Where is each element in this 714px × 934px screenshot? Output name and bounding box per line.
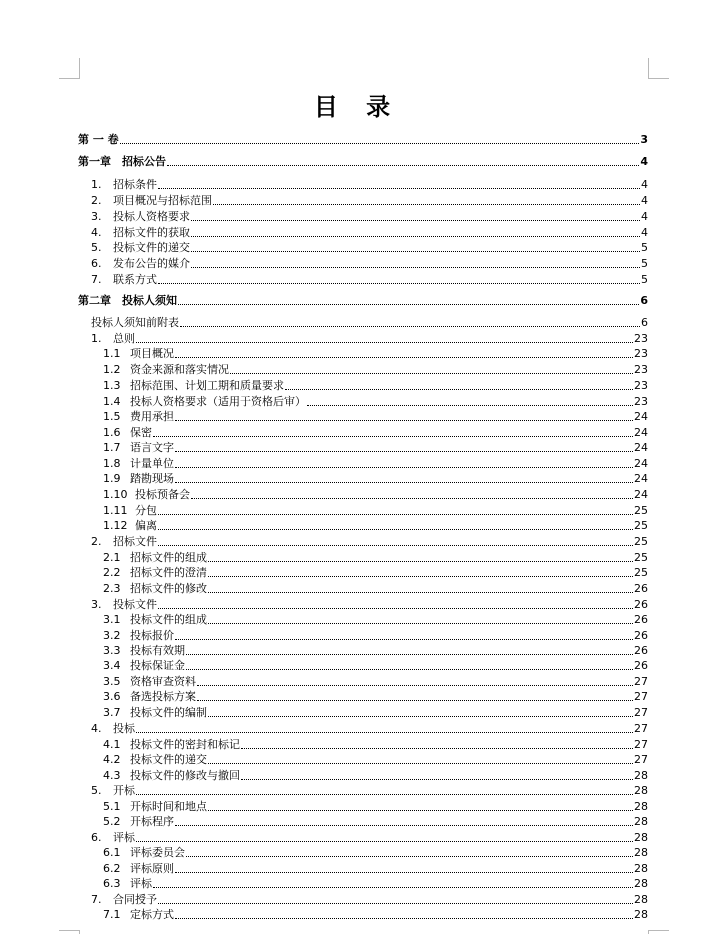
toc-entry-number: 1. — [91, 178, 102, 191]
toc-entry-text: 开标程序 — [130, 815, 174, 828]
toc-entry[interactable] — [103, 504, 648, 518]
toc-entry-text: 投标预备会 — [135, 488, 190, 501]
toc-entry-page: 23 — [634, 379, 648, 392]
toc-entry-text: 投标人资格要求 — [113, 210, 190, 223]
toc-entry-number: 3.4 — [103, 659, 121, 672]
toc-entry-text: 投标 — [113, 722, 135, 735]
toc-dot-leader — [307, 405, 633, 406]
toc-entry-page: 6 — [641, 316, 648, 329]
toc-entry-number: 4. — [91, 226, 102, 239]
toc-entry-text: 偏离 — [135, 519, 157, 532]
toc-entry-text: 备选投标方案 — [130, 690, 196, 703]
toc-dot-leader — [153, 436, 633, 437]
toc-entry[interactable] — [103, 551, 648, 565]
toc-dot-leader — [241, 748, 633, 749]
toc-entry-number: 1.6 — [103, 426, 121, 439]
toc-entry-text: 投标文件的密封和标记 — [130, 738, 240, 751]
toc-entry-number: 1.3 — [103, 379, 121, 392]
toc-entry[interactable] — [91, 273, 648, 287]
toc-entry[interactable] — [103, 519, 648, 533]
toc-entry-text: 招标文件的获取 — [113, 226, 190, 239]
toc-entry-page: 23 — [634, 347, 648, 360]
toc-entry[interactable] — [103, 488, 648, 502]
toc-entry-number: 1.2 — [103, 363, 121, 376]
toc-dot-leader — [158, 608, 633, 609]
toc-entry-number: 1.9 — [103, 472, 121, 485]
toc-dot-leader — [208, 576, 633, 577]
toc-entry[interactable] — [91, 226, 648, 240]
toc-entry-number: 3.7 — [103, 706, 121, 719]
toc-entry-text: 投标人须知前附表 — [91, 316, 179, 329]
toc-entry[interactable] — [103, 644, 648, 658]
toc-dot-leader — [175, 825, 633, 826]
toc-entry-number: 7. — [91, 893, 102, 906]
toc-entry[interactable] — [91, 831, 648, 845]
toc-entry-number: 5. — [91, 241, 102, 254]
toc-entry-page: 28 — [634, 800, 648, 813]
toc-entry-page: 28 — [634, 769, 648, 782]
toc-entry-text: 资金来源和落实情况 — [130, 363, 229, 376]
toc-dot-leader — [191, 251, 640, 252]
toc-entry-page: 28 — [634, 831, 648, 844]
toc-entry[interactable] — [91, 332, 648, 346]
toc-entry[interactable] — [103, 690, 648, 704]
toc-entry[interactable] — [78, 155, 648, 169]
toc-entry-page: 25 — [634, 535, 648, 548]
toc-entry-number: 1.1 — [103, 347, 121, 360]
toc-entry[interactable] — [91, 194, 648, 208]
toc-dot-leader — [208, 763, 633, 764]
toc-entry-text: 资格审查资料 — [130, 675, 196, 688]
toc-dot-leader — [158, 188, 640, 189]
toc-entry-text: 评标 — [130, 877, 152, 890]
toc-entry-number: 1. — [91, 332, 102, 345]
toc-entry-page: 24 — [634, 457, 648, 470]
toc-entry-number: 3. — [91, 210, 102, 223]
toc-entry-page: 3 — [640, 133, 648, 146]
toc-entry-text: 踏勘现场 — [130, 472, 174, 485]
toc-entry[interactable] — [103, 815, 648, 829]
page-title: 目 录 — [313, 92, 401, 121]
toc-entry-page: 26 — [634, 644, 648, 657]
toc-dot-leader — [208, 561, 633, 562]
toc-dot-leader — [153, 887, 633, 888]
toc-dot-leader — [208, 592, 633, 593]
toc-entry[interactable] — [91, 257, 648, 271]
toc-entry[interactable] — [78, 133, 648, 147]
toc-dot-leader — [197, 685, 633, 686]
toc-entry-text: 投标文件的修改与撤回 — [130, 769, 240, 782]
toc-entry-text: 合同授予 — [113, 893, 157, 906]
toc-entry-page: 5 — [641, 273, 648, 286]
toc-entry-number: 6.1 — [103, 846, 121, 859]
toc-entry-text: 投标有效期 — [130, 644, 185, 657]
toc-entry-text: 发布公告的媒介 — [113, 257, 190, 270]
toc-entry[interactable] — [91, 316, 648, 330]
toc-entry-text: 项目概况与招标范围 — [113, 194, 212, 207]
toc-entry-text: 招标文件 — [113, 535, 157, 548]
toc-entry-number: 1.12 — [103, 519, 128, 532]
toc-entry-text: 投标报价 — [130, 629, 174, 642]
toc-dot-leader — [167, 165, 639, 166]
toc-entry-page: 24 — [634, 472, 648, 485]
toc-dot-leader — [186, 856, 633, 857]
toc-entry-page: 26 — [634, 598, 648, 611]
toc-entry[interactable] — [91, 784, 648, 798]
toc-entry-page: 27 — [634, 690, 648, 703]
toc-dot-leader — [213, 204, 640, 205]
toc-dot-leader — [191, 236, 640, 237]
toc-entry-page: 24 — [634, 488, 648, 501]
toc-entry-page: 28 — [634, 877, 648, 890]
toc-entry-number: 1.10 — [103, 488, 128, 501]
toc-dot-leader — [230, 373, 633, 374]
toc-entry-number: 6.3 — [103, 877, 121, 890]
toc-entry-number: 5.1 — [103, 800, 121, 813]
toc-entry-number: 6.2 — [103, 862, 121, 875]
toc-dot-leader — [191, 220, 640, 221]
toc-entry-page: 5 — [641, 257, 648, 270]
toc-entry[interactable] — [103, 738, 648, 752]
toc-entry-text: 投标文件的编制 — [130, 706, 207, 719]
toc-entry[interactable] — [91, 178, 648, 192]
toc-entry-number: 1.11 — [103, 504, 128, 517]
toc-entry-page: 28 — [634, 846, 648, 859]
toc-entry-text: 投标保证金 — [130, 659, 185, 672]
toc-entry-page: 28 — [634, 784, 648, 797]
toc-dot-leader — [208, 810, 633, 811]
toc-entry-text: 计量单位 — [130, 457, 174, 470]
toc-dot-leader — [285, 389, 633, 390]
toc-entry[interactable] — [91, 893, 648, 907]
toc-entry-page: 25 — [634, 551, 648, 564]
toc-dot-leader — [186, 669, 633, 670]
toc-entry-number: 6. — [91, 831, 102, 844]
toc-entry-text: 招标范围、计划工期和质量要求 — [130, 379, 284, 392]
toc-entry-page: 28 — [634, 815, 648, 828]
toc-entry-number: 1.7 — [103, 441, 121, 454]
toc-entry-page: 6 — [640, 294, 648, 307]
toc-entry-text: 项目概况 — [130, 347, 174, 360]
toc-entry[interactable] — [103, 441, 648, 455]
toc-dot-leader — [158, 283, 640, 284]
toc-dot-leader — [158, 529, 633, 530]
toc-entry-number: 2.1 — [103, 551, 121, 564]
toc-dot-leader — [136, 732, 633, 733]
toc-entry-page: 28 — [634, 893, 648, 906]
toc-dot-leader — [197, 700, 633, 701]
toc-dot-leader — [136, 342, 633, 343]
toc-entry-text: 定标方式 — [130, 908, 174, 921]
toc-entry-number: 5. — [91, 784, 102, 797]
toc-entry-page: 4 — [641, 210, 648, 223]
toc-entry[interactable] — [103, 613, 648, 627]
toc-entry-text: 开标时间和地点 — [130, 800, 207, 813]
toc-entry-number: 3.6 — [103, 690, 121, 703]
toc-entry-number: 2. — [91, 535, 102, 548]
toc-dot-leader — [175, 357, 633, 358]
toc-entry[interactable] — [103, 753, 648, 767]
toc-entry-text: 招标文件的组成 — [130, 551, 207, 564]
toc-entry-number: 1.5 — [103, 410, 121, 423]
toc-entry[interactable] — [103, 659, 648, 673]
toc-entry-text: 投标文件的递交 — [113, 241, 190, 254]
toc-dot-leader — [191, 267, 640, 268]
toc-dot-leader — [158, 903, 633, 904]
toc-entry-page: 24 — [634, 426, 648, 439]
toc-dot-leader — [241, 779, 633, 780]
toc-dot-leader — [175, 918, 633, 919]
toc-entry-page: 26 — [634, 582, 648, 595]
toc-entry-number: 1.8 — [103, 457, 121, 470]
toc-entry[interactable] — [103, 769, 648, 783]
toc-dot-leader — [180, 326, 640, 327]
toc-entry-number: 1.4 — [103, 395, 121, 408]
toc-entry-text: 招标条件 — [113, 178, 157, 191]
toc-entry-text: 投标人资格要求（适用于资格后审） — [130, 395, 306, 408]
toc-entry-number: 2.2 — [103, 566, 121, 579]
toc-dot-leader — [120, 143, 640, 144]
toc-dot-leader — [175, 467, 633, 468]
toc-entry-text: 联系方式 — [113, 273, 157, 286]
toc-entry-page: 27 — [634, 753, 648, 766]
toc-entry-page: 28 — [634, 862, 648, 875]
toc-entry-number: 3.5 — [103, 675, 121, 688]
toc-entry[interactable] — [103, 566, 648, 580]
toc-entry-number: 3.1 — [103, 613, 121, 626]
toc-entry-page: 27 — [634, 706, 648, 719]
toc-dot-leader — [186, 654, 633, 655]
toc-dot-leader — [175, 420, 633, 421]
toc-entry[interactable] — [91, 535, 648, 549]
toc-entry-text: 评标原则 — [130, 862, 174, 875]
toc-entry-number: 4.3 — [103, 769, 121, 782]
toc-entry[interactable] — [91, 210, 648, 224]
toc-entry-text: 评标 — [113, 831, 135, 844]
toc-entry[interactable] — [103, 426, 648, 440]
toc-dot-leader — [136, 794, 633, 795]
toc-entry-page: 4 — [641, 226, 648, 239]
toc-entry-text: 第二章 投标人须知 — [78, 294, 177, 307]
toc-entry[interactable] — [103, 410, 648, 424]
toc-entry[interactable] — [103, 472, 648, 486]
toc-dot-leader — [178, 304, 639, 305]
toc-entry-page: 25 — [634, 566, 648, 579]
toc-dot-leader — [191, 498, 633, 499]
toc-entry-number: 7.1 — [103, 908, 121, 921]
toc-entry-text: 总则 — [113, 332, 135, 345]
toc-entry-page: 24 — [634, 441, 648, 454]
toc-dot-leader — [208, 623, 633, 624]
toc-entry-number: 3. — [91, 598, 102, 611]
toc-entry-page: 4 — [640, 155, 648, 168]
toc-entry-page: 26 — [634, 629, 648, 642]
toc-entry-text: 招标文件的修改 — [130, 582, 207, 595]
toc-entry[interactable] — [91, 722, 648, 736]
toc-entry[interactable] — [103, 347, 648, 361]
toc-entry[interactable] — [78, 294, 648, 308]
toc-dot-leader — [175, 639, 633, 640]
toc-entry[interactable] — [103, 457, 648, 471]
toc-entry-page: 28 — [634, 908, 648, 921]
toc-entry[interactable] — [103, 629, 648, 643]
toc-entry[interactable] — [91, 241, 648, 255]
toc-entry-text: 分包 — [135, 504, 157, 517]
toc-entry-number: 4. — [91, 722, 102, 735]
toc-entry-number: 3.2 — [103, 629, 121, 642]
toc-dot-leader — [175, 872, 633, 873]
toc-entry-text: 投标文件的组成 — [130, 613, 207, 626]
toc-entry-page: 24 — [634, 410, 648, 423]
toc-entry-text: 投标文件的递交 — [130, 753, 207, 766]
toc-entry-text: 招标文件的澄清 — [130, 566, 207, 579]
toc-entry-number: 4.2 — [103, 753, 121, 766]
toc-entry-page: 23 — [634, 363, 648, 376]
toc-entry-page: 25 — [634, 519, 648, 532]
toc-entry[interactable] — [103, 363, 648, 377]
toc-entry[interactable] — [103, 582, 648, 596]
toc-entry-page: 27 — [634, 738, 648, 751]
toc-entry-text: 开标 — [113, 784, 135, 797]
toc-entry-text: 投标文件 — [113, 598, 157, 611]
toc-dot-leader — [158, 514, 633, 515]
toc-entry[interactable] — [91, 598, 648, 612]
toc-entry-number: 3.3 — [103, 644, 121, 657]
toc-entry-page: 27 — [634, 722, 648, 735]
toc-entry[interactable] — [103, 379, 648, 393]
toc-entry[interactable] — [103, 395, 648, 409]
toc-entry-number: 5.2 — [103, 815, 121, 828]
toc-entry-page: 4 — [641, 178, 648, 191]
toc-entry-page: 4 — [641, 194, 648, 207]
toc-entry-page: 27 — [634, 675, 648, 688]
toc-entry-text: 第一章 招标公告 — [78, 155, 166, 168]
toc-entry[interactable] — [103, 846, 648, 860]
toc-entry-text: 保密 — [130, 426, 152, 439]
toc-entry-text: 费用承担 — [130, 410, 174, 423]
toc-entry[interactable] — [103, 877, 648, 891]
toc-entry-page: 23 — [634, 395, 648, 408]
toc-entry[interactable] — [103, 908, 648, 922]
toc-entry-text: 评标委员会 — [130, 846, 185, 859]
toc-entry-text: 语言文字 — [130, 441, 174, 454]
toc-dot-leader — [175, 482, 633, 483]
toc-entry-text: 第 一 卷 — [78, 133, 119, 146]
toc-entry-page: 25 — [634, 504, 648, 517]
toc-entry-page: 26 — [634, 659, 648, 672]
toc-entry-page: 26 — [634, 613, 648, 626]
toc-entry[interactable] — [103, 706, 648, 720]
toc-dot-leader — [136, 841, 633, 842]
toc-entry[interactable] — [103, 675, 648, 689]
toc-entry[interactable] — [103, 862, 648, 876]
toc-dot-leader — [208, 716, 633, 717]
toc-entry-number: 6. — [91, 257, 102, 270]
toc-entry[interactable] — [103, 800, 648, 814]
toc-entry-page: 23 — [634, 332, 648, 345]
toc-dot-leader — [175, 451, 633, 452]
toc-entry-number: 2.3 — [103, 582, 121, 595]
toc-entry-number: 4.1 — [103, 738, 121, 751]
toc-entry-number: 2. — [91, 194, 102, 207]
toc-entry-number: 7. — [91, 273, 102, 286]
toc-dot-leader — [158, 545, 633, 546]
toc-entry-page: 5 — [641, 241, 648, 254]
